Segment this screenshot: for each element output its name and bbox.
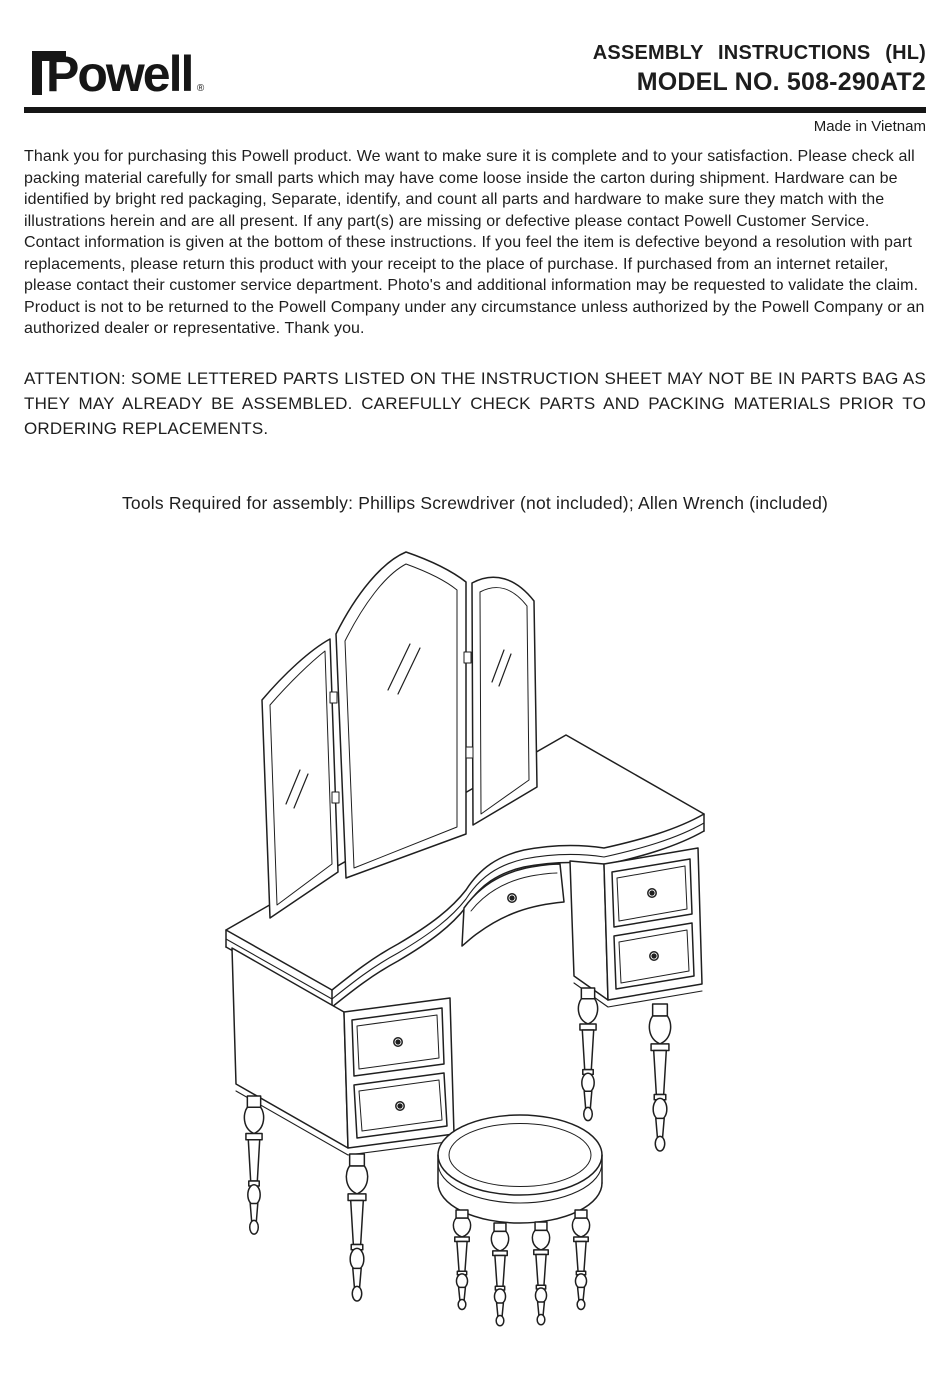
document-title: ASSEMBLY INSTRUCTIONS (HL): [592, 42, 926, 64]
title-block: [593, 42, 926, 99]
right-pedestal: [570, 848, 702, 1007]
model-number: MODEL NO. 508-290AT2: [636, 68, 926, 96]
attention-paragraph: ATTENTION: SOME LETTERED PARTS LISTED ON THE INSTRUCTION SHEET MAY NOT BE IN PARTS BAG AS THEY MAY ALREADY BE ASSEMBLED. CAREFULLY CHECK PARTS AND PACKING MATERIALS PRIOR TO ORDERING REPLACEMENTS.: [24, 368, 926, 438]
tools-required-line: Tools Required for assembly: Phillips Screwdriver (not included); Allen Wrench (included): [121, 492, 829, 513]
made-in-label: Made in Vietnam: [813, 118, 926, 135]
stool: [438, 1115, 602, 1326]
logo-bracket-icon: [32, 51, 66, 95]
header: [24, 0, 926, 102]
powell-logo: [32, 46, 205, 102]
intro-paragraph: Thank you for purchasing this Powell product. We want to make sure it is complete and to your satisfaction. Please check all packing material carefully for small parts which may have come loose inside the carton during shipment. Hardware can be identified by bright red packaging, Separate, identify, and count all parts and hardware to make sure they match with the illustrations herein and are all present. If any part(s) are missing or defective please contact Powell Customer Service. Contact information is given at the bottom of these instructions. If you feel the item is defective beyond a resolution with part replacements, please return this product with your receipt to the place of purchase. If purchased from an internet retailer, please contact their customer service department. Photo's and additional information may be requested to validate the claim. Product is not to be returned to the Powell Company under any circumstance unless authorized by the Powell Company or an authorized dealer or representative. Thank you.: [24, 148, 925, 337]
logo-text: Powell: [46, 46, 193, 102]
registered-trademark-mark: ®: [196, 83, 205, 94]
vanity-assembly-diagram: [24, 542, 926, 1352]
header-rule: [24, 107, 926, 113]
